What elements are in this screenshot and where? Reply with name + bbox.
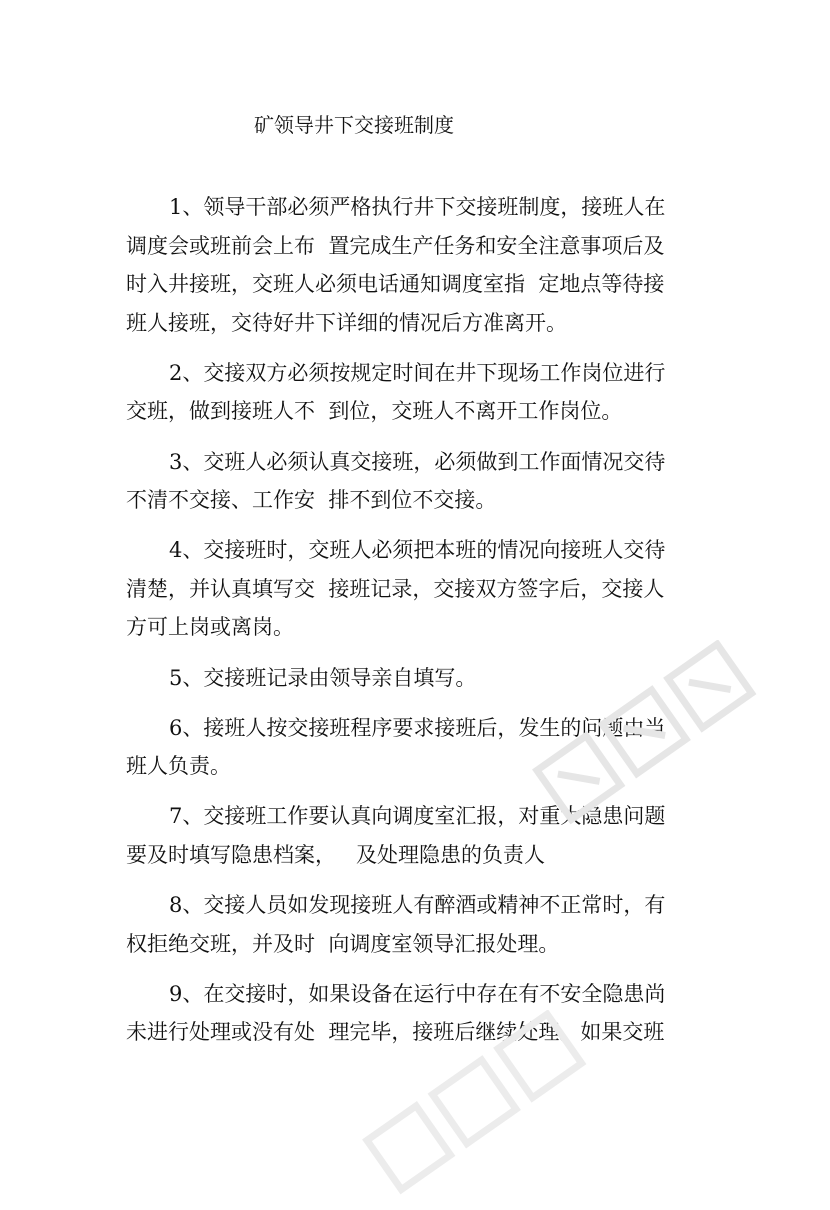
paragraph-line: 8、交接人员如发现接班人有醉酒或精神不正常时，有 xyxy=(169,893,666,917)
paragraph-line: 清楚，并认真填写交 接班记录，交接双方签字后，交接人 xyxy=(126,576,665,601)
paragraph-line: 9、在交接时，如果设备在运行中存在有不安全隐患尚 xyxy=(169,981,666,1006)
paragraph-line: 1、领导干部必须严格执行井下交接班制度，接班人在 xyxy=(169,195,666,219)
paragraph-gap xyxy=(126,431,710,443)
document-body xyxy=(126,188,710,1052)
paragraph-8 xyxy=(126,886,710,963)
paragraph-line: 要及时填写隐患档案， 及处理隐患的负责人 xyxy=(126,842,546,867)
paragraph-4 xyxy=(126,531,710,647)
paragraph-6 xyxy=(126,709,710,786)
paragraph-line: 班人负责。 xyxy=(126,754,231,779)
paragraph-line: 7、交接班工作要认真向调度室汇报，对重大隐患问题 xyxy=(169,804,666,829)
paragraph-1 xyxy=(126,188,710,342)
paragraph-line: 权拒绝交班，并及时 向调度室领导汇报处理。 xyxy=(126,931,560,956)
paragraph-line: 6、接班人按交接班程序要求接班后，发生的问题由当 xyxy=(169,715,666,740)
paragraph-line: 时入井接班，交班人必须电话通知调度室指 定地点等待接 xyxy=(126,272,665,297)
paragraph-line: 班人接班，交待好井下详细的情况后方准离开。 xyxy=(126,310,567,335)
paragraph-line: 交班，做到接班人不 到位，交班人不离开工作岗位。 xyxy=(126,399,623,424)
paragraph-9 xyxy=(126,975,710,1052)
paragraph-line: 4、交接班时，交班人必须把本班的情况向接班人交待 xyxy=(169,538,666,563)
paragraph-gap xyxy=(126,520,710,532)
document-title: 矿领导井下交接班制度 xyxy=(254,113,454,137)
paragraph-line: 5、交接班记录由领导亲自填写。 xyxy=(169,665,477,690)
paragraph-line: 调度会或班前会上布 置完成生产任务和安全注意事项后及 xyxy=(126,233,665,258)
paragraph-line: 3、交班人必须认真交接班，必须做到工作面情况交待 xyxy=(169,449,666,474)
paragraph-line: 未进行处理或没有处 理完毕，接班后继续处理。如果交班 xyxy=(126,1020,665,1045)
paragraph-2 xyxy=(126,354,710,431)
paragraph-7 xyxy=(126,797,710,874)
paragraph-gap xyxy=(126,342,710,354)
paragraph-line: 不清不交接、工作安 排不到位不交接。 xyxy=(126,488,497,513)
paragraph-gap xyxy=(126,697,710,709)
paragraph-gap xyxy=(126,647,710,659)
paragraph-gap xyxy=(126,963,710,975)
paragraph-line: 方可上岗或离岗。 xyxy=(126,615,294,640)
paragraph-5 xyxy=(126,659,710,698)
paragraph-gap xyxy=(126,786,710,798)
paragraph-gap xyxy=(126,875,710,887)
paragraph-3 xyxy=(126,443,710,520)
paragraph-line: 2、交接双方必须按规定时间在井下现场工作岗位进行 xyxy=(169,360,666,385)
